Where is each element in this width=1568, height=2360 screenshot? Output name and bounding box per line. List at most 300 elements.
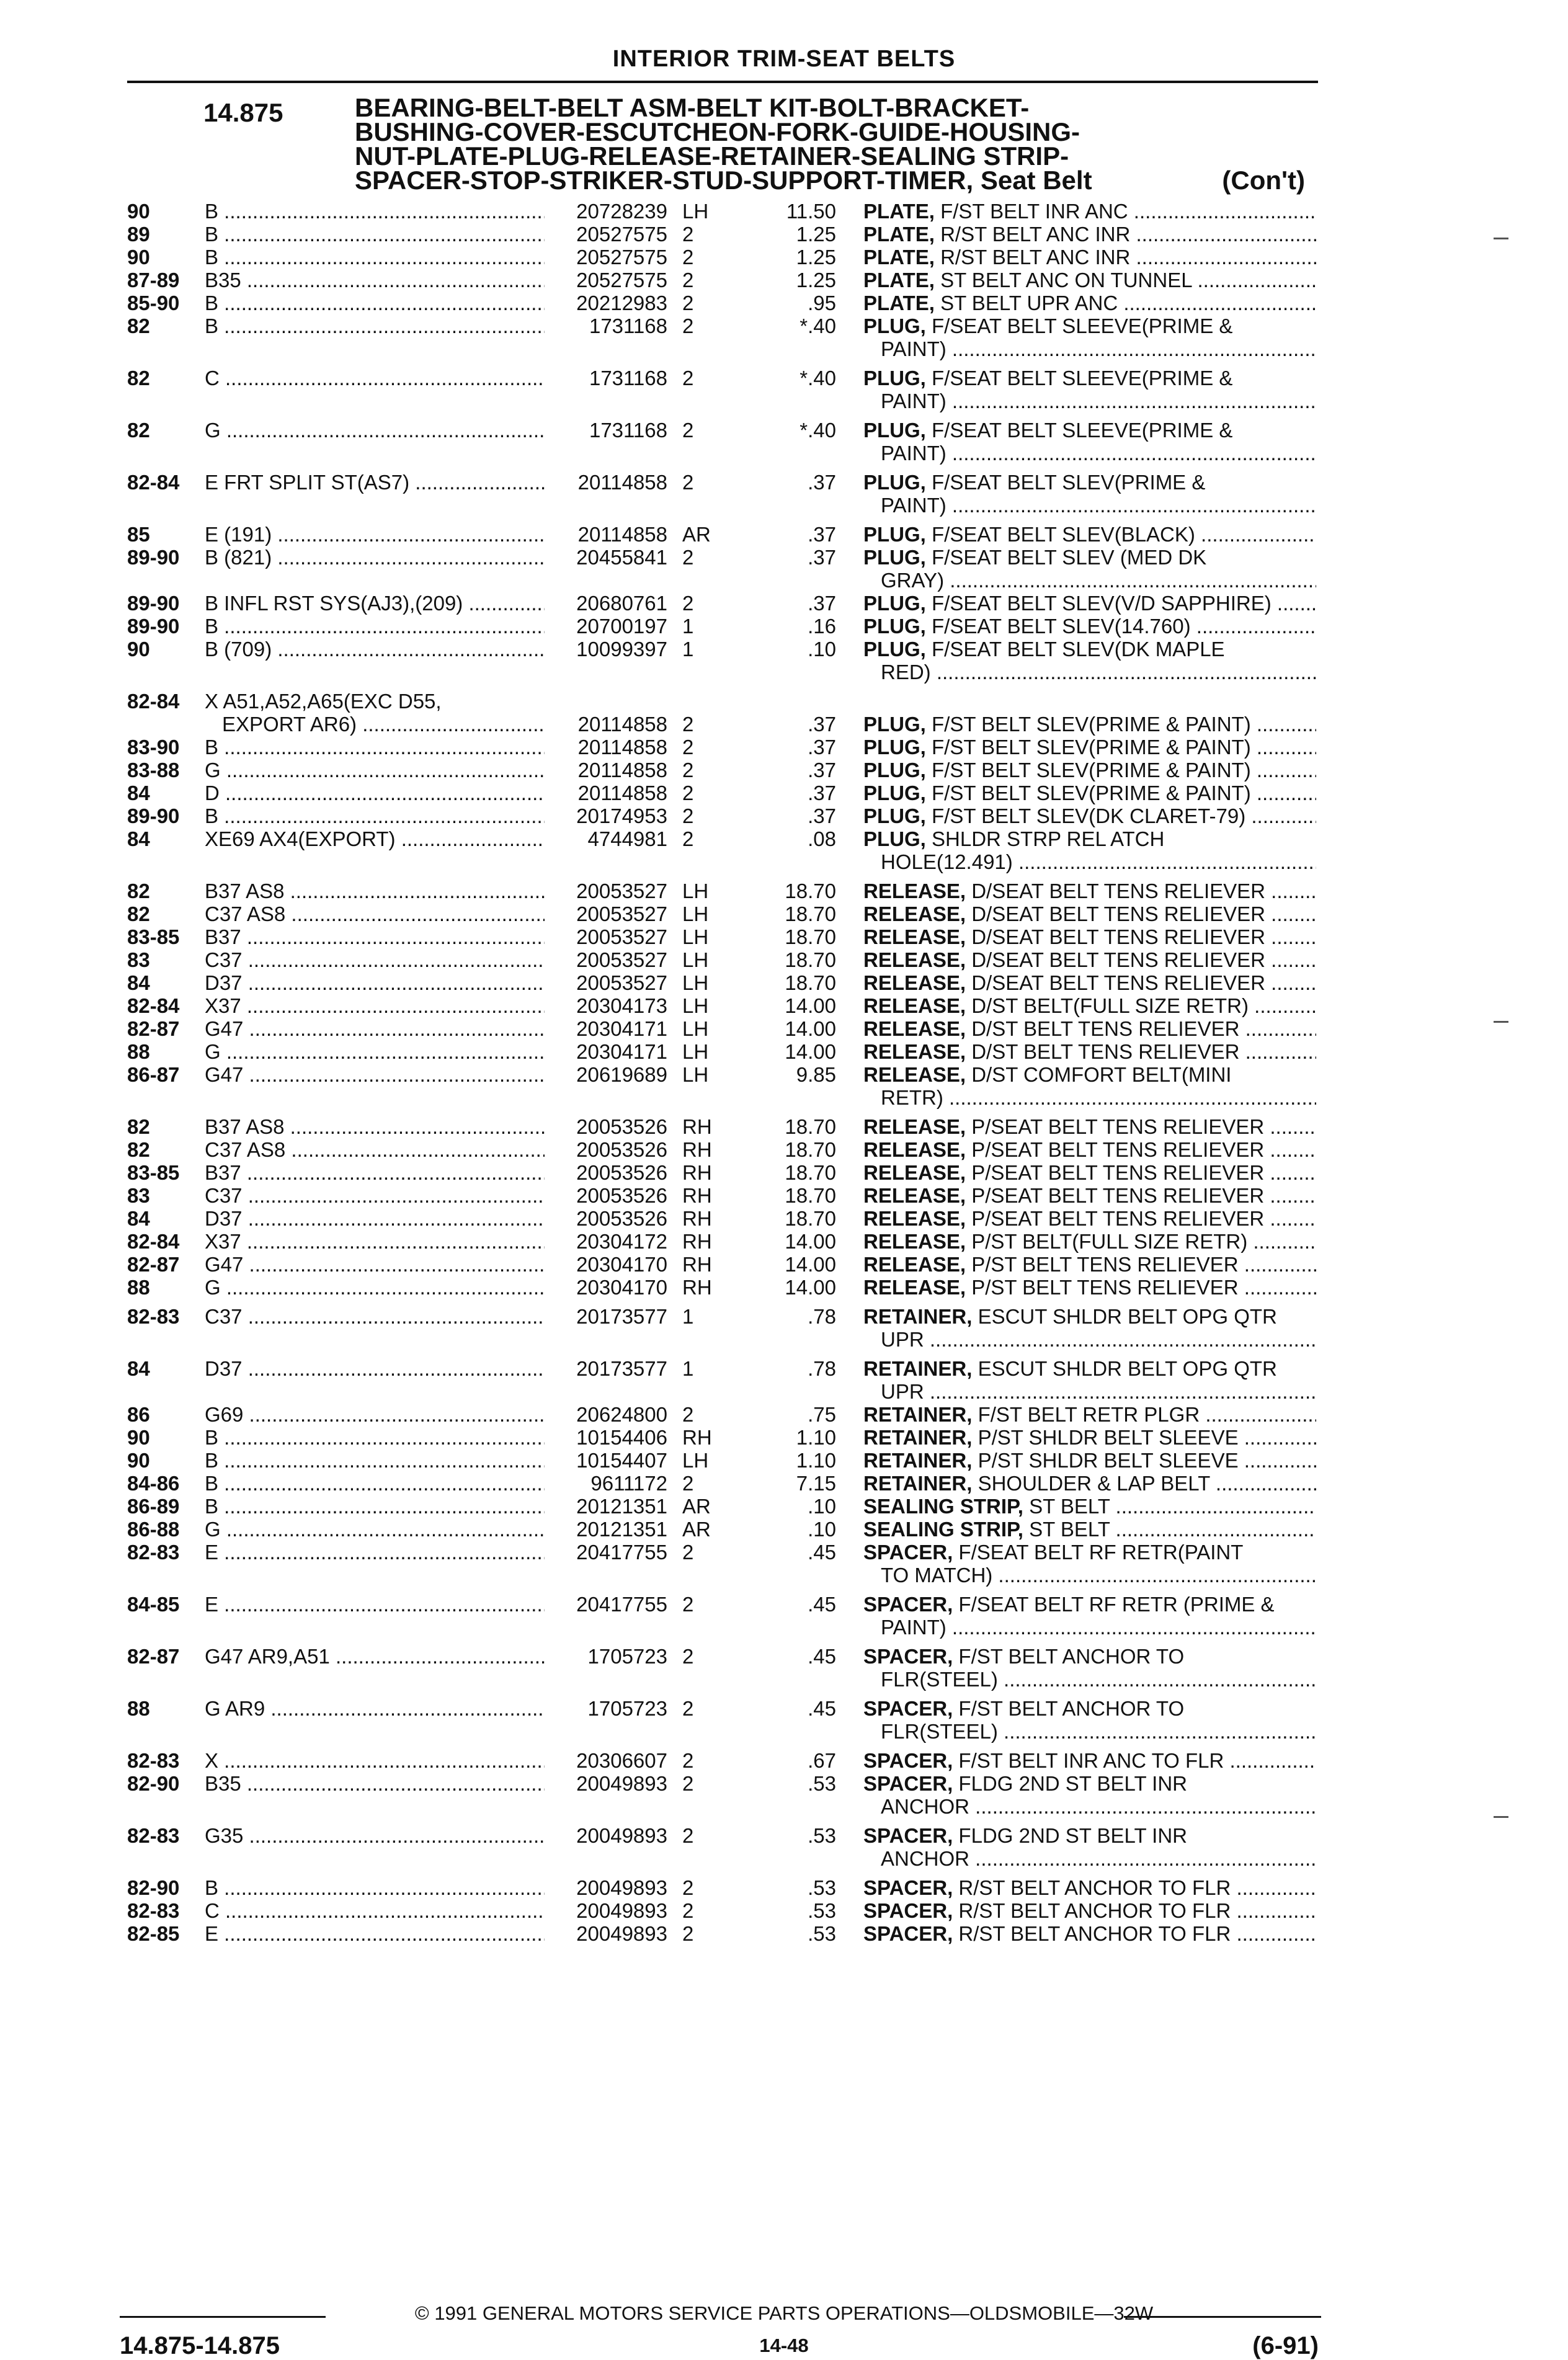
- description-line: [863, 1518, 1316, 1541]
- part-name: SPACER,: [863, 1749, 953, 1772]
- description-text: R/ST BELT ANCHOR TO FLR: [958, 1922, 1231, 1945]
- part-description: [863, 1161, 1316, 1184]
- price: .37: [808, 736, 836, 759]
- part-name: SPACER,: [863, 1824, 953, 1847]
- part-number: 20304173: [576, 994, 667, 1017]
- part-name: RELEASE,: [863, 1017, 966, 1040]
- description-text: PAINT): [881, 337, 947, 360]
- table-row: [0, 1357, 1568, 1403]
- model-code-text: B (821) .....: [205, 546, 545, 569]
- model-code: [205, 1040, 545, 1063]
- description-text: F/SEAT BELT SLEV(PRIME &: [932, 471, 1206, 494]
- description-line: [863, 471, 1316, 494]
- table-row: [0, 1253, 1568, 1276]
- part-description: [863, 1426, 1316, 1449]
- part-number: 20121351: [576, 1495, 667, 1518]
- description-text: P/ST SHLDR BELT SLEEVE: [978, 1426, 1239, 1449]
- table-row: [0, 690, 1568, 736]
- model-code-text: X37 .....: [205, 1230, 545, 1253]
- quantity: 2: [682, 1876, 694, 1899]
- model-code-text: B35 .....: [205, 1772, 545, 1795]
- part-description: [863, 314, 1316, 360]
- part-description: [863, 1645, 1316, 1691]
- model-code: [205, 1922, 545, 1945]
- quantity: 2: [682, 471, 694, 494]
- part-number: 20304170: [576, 1253, 667, 1276]
- description-text: FLR(STEEL): [881, 1720, 998, 1743]
- margin-mark: [1494, 1816, 1508, 1818]
- quantity: 2: [682, 1645, 694, 1668]
- part-description: [863, 1207, 1316, 1230]
- description-text: F/ST BELT SLEV(PRIME & PAINT): [932, 736, 1251, 759]
- table-row: [0, 1772, 1568, 1818]
- part-description: [863, 1772, 1316, 1818]
- part-description: [863, 292, 1316, 314]
- quantity: LH: [682, 1040, 709, 1063]
- model-code: [205, 1184, 545, 1207]
- part-number: 20455841: [576, 546, 667, 569]
- part-number: 20053526: [576, 1161, 667, 1184]
- part-number: 20212983: [576, 292, 667, 314]
- table-row: [0, 994, 1568, 1017]
- part-description: [863, 1357, 1316, 1403]
- model-code-text: G35 .....: [205, 1824, 545, 1847]
- section-title-line: BEARING-BELT-BELT ASM-BELT KIT-BOLT-BRACKET-: [355, 93, 1030, 122]
- part-description: [863, 827, 1316, 873]
- model-year: 85: [127, 523, 150, 546]
- model-year: 84: [127, 1357, 150, 1380]
- model-year: 83-85: [127, 1161, 180, 1184]
- description-text: FLDG 2ND ST BELT INR: [958, 1824, 1188, 1847]
- description-text: F/ST BELT RETR PLGR: [978, 1403, 1200, 1426]
- part-name: RELEASE,: [863, 1040, 966, 1063]
- model-year: 86-87: [127, 1063, 180, 1086]
- model-code-text: G .....: [205, 759, 545, 781]
- part-name: RETAINER,: [863, 1426, 973, 1449]
- part-description: [863, 1472, 1316, 1495]
- quantity: LH: [682, 948, 709, 971]
- part-name: PLATE,: [863, 246, 935, 269]
- model-code-text: D37 .....: [205, 1207, 545, 1230]
- part-number: 9611172: [590, 1472, 667, 1495]
- part-description: [863, 1518, 1316, 1541]
- table-row: [0, 1017, 1568, 1040]
- model-code-text: D37 .....: [205, 1357, 545, 1380]
- price: 18.70: [785, 971, 836, 994]
- part-name: PLATE,: [863, 223, 935, 246]
- description-line: [863, 1449, 1316, 1472]
- part-number: 20527575: [576, 246, 667, 269]
- price: *.40: [800, 367, 836, 390]
- description-line: [863, 1720, 1316, 1743]
- model-year: 90: [127, 1449, 150, 1472]
- model-code-text: B .....: [205, 736, 545, 759]
- quantity: AR: [682, 1518, 711, 1541]
- price: 1.25: [796, 269, 836, 292]
- quantity: LH: [682, 879, 709, 902]
- quantity: 2: [682, 781, 694, 804]
- model-year: 82: [127, 902, 150, 925]
- part-name: RETAINER,: [863, 1403, 973, 1426]
- price: .53: [808, 1824, 836, 1847]
- model-code: [205, 1276, 545, 1299]
- part-name: RELEASE,: [863, 1161, 966, 1184]
- part-description: [863, 1403, 1316, 1426]
- model-year: 82: [127, 1115, 150, 1138]
- part-description: [863, 1305, 1316, 1351]
- part-name: PLUG,: [863, 314, 926, 337]
- table-row: [0, 546, 1568, 592]
- model-code-text: B .....: [205, 314, 545, 337]
- part-number: 20053526: [576, 1184, 667, 1207]
- description-text: SHOULDER & LAP BELT: [978, 1472, 1210, 1495]
- quantity: RH: [682, 1207, 712, 1230]
- model-code-text: G .....: [205, 1040, 545, 1063]
- part-description: [863, 1017, 1316, 1040]
- price: .53: [808, 1876, 836, 1899]
- description-text: ST BELT UPR ANC: [940, 292, 1118, 314]
- part-number: 20053526: [576, 1138, 667, 1161]
- part-description: [863, 1230, 1316, 1253]
- model-code-text: B .....: [205, 1495, 545, 1518]
- price: 18.70: [785, 879, 836, 902]
- model-code-text: E FRT SPLIT ST(AS7) .....: [205, 471, 545, 494]
- part-description: [863, 1876, 1316, 1899]
- part-number: 20306607: [576, 1749, 667, 1772]
- description-text: RETR): [881, 1086, 943, 1109]
- model-code-text: C .....: [205, 367, 545, 390]
- table-row: [0, 827, 1568, 873]
- part-number: 20053526: [576, 1115, 667, 1138]
- part-name: SPACER,: [863, 1697, 953, 1720]
- model-year: 89-90: [127, 615, 180, 638]
- model-code: [205, 1449, 545, 1472]
- section-title-line: SPACER-STOP-STRIKER-STUD-SUPPORT-TIMER, Seat Belt: [355, 166, 1092, 195]
- description-text: P/ST BELT TENS RELIEVER: [971, 1276, 1239, 1299]
- description-line: [863, 759, 1316, 781]
- model-code: [205, 1063, 545, 1086]
- model-code: [205, 1749, 545, 1772]
- part-name: SEALING STRIP,: [863, 1518, 1023, 1541]
- description-text: PAINT): [881, 442, 947, 465]
- model-code: [205, 1772, 545, 1795]
- model-code-text: E (191) .....: [205, 523, 545, 546]
- part-name: PLUG,: [863, 419, 926, 442]
- quantity: LH: [682, 902, 709, 925]
- part-description: [863, 200, 1316, 223]
- model-year: 87-89: [127, 269, 180, 292]
- quantity: RH: [682, 1184, 712, 1207]
- description-text: R/ST BELT ANC INR: [940, 223, 1131, 246]
- table-row: [0, 1403, 1568, 1426]
- model-code-text: B .....: [205, 246, 545, 269]
- table-row: [0, 1230, 1568, 1253]
- price: .45: [808, 1593, 836, 1616]
- price: 14.00: [785, 994, 836, 1017]
- description-line: [863, 994, 1316, 1017]
- model-year: 90: [127, 246, 150, 269]
- part-number: 20680761: [576, 592, 667, 615]
- model-year: 82-83: [127, 1305, 180, 1328]
- description-line: [863, 638, 1316, 661]
- quantity: LH: [682, 1017, 709, 1040]
- model-code-text: E .....: [205, 1922, 545, 1945]
- revision-date: (6-91): [1252, 2332, 1319, 2359]
- description-line: [863, 390, 1316, 412]
- description-line: [863, 1899, 1316, 1922]
- table-row: [0, 1541, 1568, 1587]
- part-number: 10154407: [576, 1449, 667, 1472]
- model-code: [205, 367, 545, 390]
- parts-list: [0, 200, 1568, 1945]
- model-code-text: G69 .....: [205, 1403, 545, 1426]
- model-code-text: B .....: [205, 1426, 545, 1449]
- model-code-text: B .....: [205, 1449, 545, 1472]
- description-line: [863, 661, 1316, 684]
- model-code-text: G47 .....: [205, 1063, 545, 1086]
- model-year: 86-88: [127, 1518, 180, 1541]
- model-year: 82-83: [127, 1899, 180, 1922]
- quantity: 2: [682, 1824, 694, 1847]
- price: .37: [808, 804, 836, 827]
- description-line: [863, 1876, 1316, 1899]
- model-code-text: C37 .....: [205, 1305, 545, 1328]
- quantity: 2: [682, 1922, 694, 1945]
- table-row: [0, 1138, 1568, 1161]
- part-number: 20053527: [576, 971, 667, 994]
- part-number: 20173577: [576, 1305, 667, 1328]
- part-description: [863, 948, 1316, 971]
- table-row: [0, 1922, 1568, 1945]
- description-line: [863, 1276, 1316, 1299]
- quantity: AR: [682, 1495, 711, 1518]
- model-year: 86-89: [127, 1495, 180, 1518]
- part-description: [863, 1040, 1316, 1063]
- model-code-text: B .....: [205, 804, 545, 827]
- table-row: [0, 781, 1568, 804]
- part-number: 4744981: [587, 827, 667, 850]
- table-row: [0, 1495, 1568, 1518]
- quantity: 2: [682, 1593, 694, 1616]
- description-text: UPR: [881, 1328, 924, 1351]
- price: 18.70: [785, 1184, 836, 1207]
- part-description: [863, 523, 1316, 546]
- description-line: [863, 1772, 1316, 1795]
- quantity: LH: [682, 994, 709, 1017]
- model-code: [205, 1138, 545, 1161]
- table-row: [0, 223, 1568, 246]
- part-name: RELEASE,: [863, 1138, 966, 1161]
- price: 18.70: [785, 1115, 836, 1138]
- model-code-text: B35 .....: [205, 269, 545, 292]
- model-code: [205, 1824, 545, 1847]
- part-name: PLUG,: [863, 781, 926, 804]
- table-row: [0, 925, 1568, 948]
- model-year: 83: [127, 1184, 150, 1207]
- model-year: 82: [127, 367, 150, 390]
- table-row: [0, 1824, 1568, 1870]
- model-code-text: B37 .....: [205, 1161, 545, 1184]
- part-number: 20114858: [577, 781, 667, 804]
- price: 9.85: [796, 1063, 836, 1086]
- quantity: LH: [682, 925, 709, 948]
- part-description: [863, 615, 1316, 638]
- part-number: 20049893: [576, 1772, 667, 1795]
- part-description: [863, 1593, 1316, 1639]
- page-title: INTERIOR TRIM-SEAT BELTS: [612, 46, 956, 72]
- part-number: 20114858: [577, 471, 667, 494]
- model-code: [205, 292, 545, 314]
- model-code-text: B .....: [205, 615, 545, 638]
- price: .67: [808, 1749, 836, 1772]
- description-text: F/ST BELT ANCHOR TO: [958, 1697, 1185, 1720]
- quantity: 2: [682, 1899, 694, 1922]
- quantity: AR: [682, 523, 711, 546]
- price: 1.10: [796, 1449, 836, 1472]
- price: 18.70: [785, 1138, 836, 1161]
- part-description: [863, 1449, 1316, 1472]
- part-name: SPACER,: [863, 1593, 953, 1616]
- table-row: [0, 759, 1568, 781]
- table-row: [0, 1593, 1568, 1639]
- page-number: 14-48: [759, 2335, 809, 2356]
- description-line: [863, 1645, 1316, 1668]
- table-row: [0, 736, 1568, 759]
- description-line: [863, 615, 1316, 638]
- description-text: HOLE(12.491): [881, 850, 1013, 873]
- model-code: [205, 1305, 545, 1328]
- price: 7.15: [796, 1472, 836, 1495]
- quantity: 2: [682, 1472, 694, 1495]
- part-name: SPACER,: [863, 1772, 953, 1795]
- model-year: 82: [127, 1138, 150, 1161]
- model-year: 82-84: [127, 994, 180, 1017]
- continued-label: (Con't): [1222, 166, 1305, 195]
- price: *.40: [800, 314, 836, 337]
- description-text: D/SEAT BELT TENS RELIEVER: [971, 902, 1265, 925]
- model-year: 88: [127, 1697, 150, 1720]
- price: .78: [808, 1357, 836, 1380]
- price: 11.50: [786, 200, 836, 223]
- part-description: [863, 736, 1316, 759]
- description-text: ANCHOR: [881, 1795, 970, 1818]
- description-line: [863, 292, 1316, 314]
- table-row: [0, 314, 1568, 360]
- description-line: [863, 337, 1316, 360]
- quantity: 1: [682, 1305, 694, 1328]
- price: .37: [808, 592, 836, 615]
- price: 14.00: [785, 1040, 836, 1063]
- part-number: 1705723: [587, 1697, 667, 1720]
- quantity: 1: [682, 638, 694, 661]
- description-line: [863, 1541, 1316, 1564]
- part-number: 1731168: [589, 314, 667, 337]
- model-code: [205, 690, 545, 736]
- quantity: RH: [682, 1230, 712, 1253]
- description-line: [863, 1426, 1316, 1449]
- part-number: 20053527: [576, 948, 667, 971]
- part-description: [863, 1824, 1316, 1870]
- price: .08: [808, 827, 836, 850]
- part-number: 20053527: [576, 902, 667, 925]
- description-line: [863, 713, 1316, 736]
- part-number: 20114858: [577, 759, 667, 781]
- price: .53: [808, 1899, 836, 1922]
- model-code-text: X37 .....: [205, 994, 545, 1017]
- price: 14.00: [785, 1253, 836, 1276]
- description-text: F/SEAT BELT SLEV (MED DK: [932, 546, 1207, 569]
- model-year: 85-90: [127, 292, 180, 314]
- price: 14.00: [785, 1276, 836, 1299]
- part-name: RELEASE,: [863, 1063, 966, 1086]
- part-description: [863, 1749, 1316, 1772]
- description-text: PAINT): [881, 494, 947, 517]
- quantity: 2: [682, 1541, 694, 1564]
- description-line: [863, 1495, 1316, 1518]
- description-line: [863, 1184, 1316, 1207]
- model-code: [205, 1876, 545, 1899]
- price: .16: [808, 615, 836, 638]
- description-line: [863, 902, 1316, 925]
- quantity: 2: [682, 804, 694, 827]
- model-code-text: D .....: [205, 781, 545, 804]
- model-code-text: B (709) .....: [205, 638, 545, 661]
- model-code: [205, 1495, 545, 1518]
- price: .37: [808, 546, 836, 569]
- description-text: FLDG 2ND ST BELT INR: [958, 1772, 1188, 1795]
- description-line: [863, 1472, 1316, 1495]
- model-code: [205, 1207, 545, 1230]
- description-line: [863, 592, 1316, 615]
- model-year: 84: [127, 1207, 150, 1230]
- description-text: R/ST BELT ANCHOR TO FLR: [958, 1899, 1231, 1922]
- quantity: RH: [682, 1426, 712, 1449]
- description-text: ESCUT SHLDR BELT OPG QTR: [978, 1357, 1277, 1380]
- part-description: [863, 1697, 1316, 1743]
- model-year: 89-90: [127, 804, 180, 827]
- quantity: 2: [682, 292, 694, 314]
- quantity: 2: [682, 1749, 694, 1772]
- part-name: RETAINER,: [863, 1472, 973, 1495]
- part-number: 20304171: [576, 1040, 667, 1063]
- model-year: 82-85: [127, 1922, 180, 1945]
- model-year: 89: [127, 223, 150, 246]
- part-number: 10154406: [576, 1426, 667, 1449]
- model-year: 88: [127, 1040, 150, 1063]
- part-name: RELEASE,: [863, 994, 966, 1017]
- description-text: D/SEAT BELT TENS RELIEVER: [971, 948, 1265, 971]
- model-code-text: B INFL RST SYS(AJ3),(209) .....: [205, 592, 545, 615]
- table-row: [0, 246, 1568, 269]
- model-year: 84-86: [127, 1472, 180, 1495]
- description-text: R/ST BELT ANC INR: [940, 246, 1131, 269]
- model-year: 83: [127, 948, 150, 971]
- part-description: [863, 879, 1316, 902]
- quantity: 2: [682, 592, 694, 615]
- table-row: [0, 638, 1568, 684]
- part-number: 20174953: [576, 804, 667, 827]
- description-text: F/ST BELT SLEV(DK CLARET-79): [932, 804, 1246, 827]
- quantity: 2: [682, 269, 694, 292]
- description-line: [863, 1328, 1316, 1351]
- description-text: PAINT): [881, 1616, 947, 1639]
- description-text: F/SEAT BELT SLEV(DK MAPLE: [932, 638, 1225, 661]
- quantity: RH: [682, 1138, 712, 1161]
- part-name: RELEASE,: [863, 1276, 966, 1299]
- description-line: [863, 223, 1316, 246]
- model-year: 90: [127, 200, 150, 223]
- description-text: F/ST BELT SLEV(PRIME & PAINT): [932, 713, 1251, 736]
